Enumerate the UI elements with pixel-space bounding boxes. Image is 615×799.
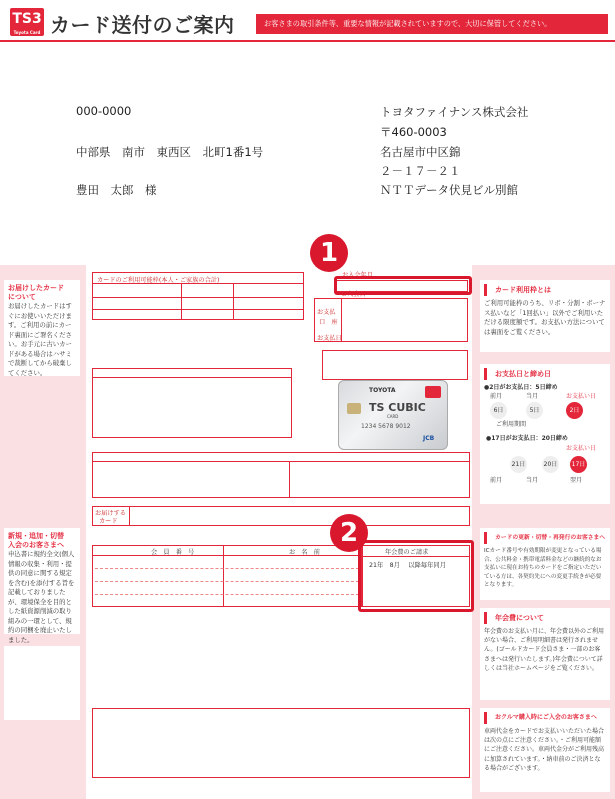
table-row <box>95 568 359 569</box>
card-info-title-1: お届けしたカード <box>8 284 64 292</box>
table-line <box>93 297 303 298</box>
callout-1: 1 <box>310 234 348 272</box>
case2-label: ●17日がお支払日：20日締め <box>486 435 568 442</box>
recipient-name: 豊田 太郎 様 <box>76 183 157 197</box>
member-number-header: 会 員 番 号 <box>151 549 195 556</box>
cycle-dot: 5日 <box>526 402 543 419</box>
table-line <box>93 309 303 310</box>
usage-limit-table <box>92 272 304 320</box>
table-line <box>233 284 234 320</box>
pay-day-label: お支払い日 <box>566 445 597 452</box>
limit-info-box <box>480 280 610 352</box>
limit-info-title: カード利用枠とは <box>484 284 606 296</box>
month-label: 当月 <box>526 477 539 484</box>
member-table-header <box>93 546 361 556</box>
case1-timeline <box>486 392 604 428</box>
page-header <box>0 0 615 44</box>
sender-company: トヨタファイナンス株式会社 <box>380 105 529 119</box>
jcb-logo: JCB <box>423 435 435 442</box>
fee-info-title: 年会費について <box>484 612 606 624</box>
card-number: 1234 5678 9012 <box>361 423 411 430</box>
card-ts3-logo <box>425 386 441 398</box>
sender-address2: ２－１７－２１ <box>380 164 461 178</box>
payment-account-box <box>314 298 468 342</box>
card-info-box <box>4 280 80 376</box>
fee-info-box <box>480 608 610 700</box>
header-rule <box>0 40 615 42</box>
highlight-enroll-date <box>334 276 472 295</box>
left-blank-box <box>4 646 80 720</box>
enroll-date-label: ご入会日 <box>341 291 366 298</box>
page-title: カード送付のご案内 <box>50 13 235 37</box>
month-label: 前月 <box>490 393 503 400</box>
month-label: 当月 <box>526 393 539 400</box>
car-purchase-box <box>480 708 610 792</box>
case1-label: ●2日がお支払日：5日締め <box>484 384 558 391</box>
card-brand: TOYOTA <box>369 387 396 394</box>
month-label: 翌月 <box>570 477 583 484</box>
new-member-body: 申込書に規約全文(個人情報の収集・利用・提供の同意に関する規定を含む)を添付する旨を記載しておりましたが、環境保全を目的とした紙資源削減の取り組みの一環として、規約の同梱を廃止いたしました。 <box>8 550 75 644</box>
notes-box <box>92 708 470 778</box>
sender-postal: 〒460-0003 <box>380 125 447 139</box>
pay-account-label-1: お支払 <box>317 309 336 316</box>
logo-subtext: Toyota Card <box>13 30 41 35</box>
pay-date-label: お支払日 <box>317 335 342 342</box>
car-purchase-body: 車両代金をカードでお支払いいただいた場合は次の点にご注意ください。・ご利用可能額にご注意ください。車両代金分がご利用残高に加算されています。・納車前のご決済となる場合がございます。 <box>484 728 605 772</box>
pay-day-label: お支払い日 <box>566 393 597 400</box>
new-member-box <box>4 528 80 644</box>
renewal-info-body: ICカード番号や有効期限が変更となっている場合、公共料金・携帯電話料金などの継続的なお支払いに現在お持ちのカードをご指定いただいている方は、各契約先にへの変更手続きが必要となります。 <box>484 548 602 589</box>
table-line <box>129 507 130 525</box>
highlight-annual-fee <box>358 540 474 612</box>
table-row <box>95 594 359 595</box>
usage-limit-label: カードのご利用可能枠(本人・ご家族の合計) <box>93 273 303 284</box>
table-line <box>223 546 224 606</box>
pay-account-label-2: 口 座 <box>319 319 338 326</box>
fee-info-body: 年会費のお支払い月に、年会費以外のご利用がない場合、ご利用明細書は発行されません。(ゴールドカード会員さま・一部のお客さまへは発行いたします。)年会費について詳しくは当社ホームページをご覧ください。 <box>484 628 605 672</box>
card-delivery-label-1: お届けする <box>95 510 126 517</box>
month-label: 前月 <box>490 477 503 484</box>
case2-timeline <box>486 444 604 494</box>
recipient-postal: 000-0000 <box>76 104 132 118</box>
limit-info-body: ご利用可能枠のうち、リボ・分割・ボーナス払いなど「1回払い」以外でご利用いただける限度額です。お支払い方法については裏面をご覧ください。 <box>484 299 606 336</box>
member-name-header: お 名 前 <box>289 549 320 556</box>
new-member-title-2: 入会のお客さまへ <box>8 541 64 549</box>
renewal-info-title: カードの更新・切替・再発行のお客さまへ <box>484 532 606 544</box>
annual-fee-header: 年会費のご請求 <box>385 549 429 556</box>
renewal-info-box <box>480 528 610 600</box>
table-line <box>289 461 290 497</box>
card-sub: CARD <box>387 414 399 419</box>
card-delivery-label-2: カード <box>99 518 118 525</box>
new-member-title-1: 新規・追加・切替 <box>8 532 64 540</box>
sender-building: ＮＴＴデータ伏見ビル別館 <box>380 183 518 197</box>
annual-fee-value: 21年 8月 以降毎年同月 <box>369 562 446 569</box>
card-name: TS CUBIC <box>369 401 426 414</box>
table-line <box>93 377 291 378</box>
ts3-logo <box>10 8 44 36</box>
recipient-address: 中部県 南市 東西区 北町1番1号 <box>76 145 264 159</box>
card-image <box>338 380 448 450</box>
holder-info-box <box>92 368 292 438</box>
card-delivery-field <box>92 506 470 526</box>
card-info-title-2: について <box>8 293 36 301</box>
callout-2: 2 <box>330 514 368 552</box>
cycle-dot: 6日 <box>490 402 507 419</box>
enroll-month-label: お入会年月 <box>342 272 373 279</box>
car-purchase-title: おクルマ購入時にご入会のお客さまへ <box>484 712 606 724</box>
table-line <box>181 284 182 320</box>
pay-day-dot: 2日 <box>566 402 583 419</box>
sender-address1: 名古屋市中区錦 <box>380 145 461 159</box>
member-table <box>92 545 362 607</box>
pay-day-dot: 17日 <box>570 456 587 473</box>
period-label: ご利用期間 <box>496 421 527 428</box>
payment-schedule-box <box>480 364 610 504</box>
logo-text: TS3 <box>12 11 42 27</box>
payment-schedule-title: お支払日と締め日 <box>484 368 606 380</box>
table-line <box>93 461 469 462</box>
address-table <box>92 452 470 498</box>
chip-icon <box>347 403 361 414</box>
blank-field <box>322 350 468 380</box>
cycle-dot: 20日 <box>542 456 559 473</box>
table-row <box>95 581 359 582</box>
card-info-body: お届けしたカードはすぐにお使いいただけます。ご利用の前にカード裏面にご署名ください。お手元に古いカードがある場合はハサミで裁断してから破棄してください。 <box>8 302 72 377</box>
notice-banner: お客さまの取引条件等、重要な情報が記載されていますので、大切に保管してください。 <box>256 14 608 34</box>
cycle-dot: 21日 <box>510 456 527 473</box>
